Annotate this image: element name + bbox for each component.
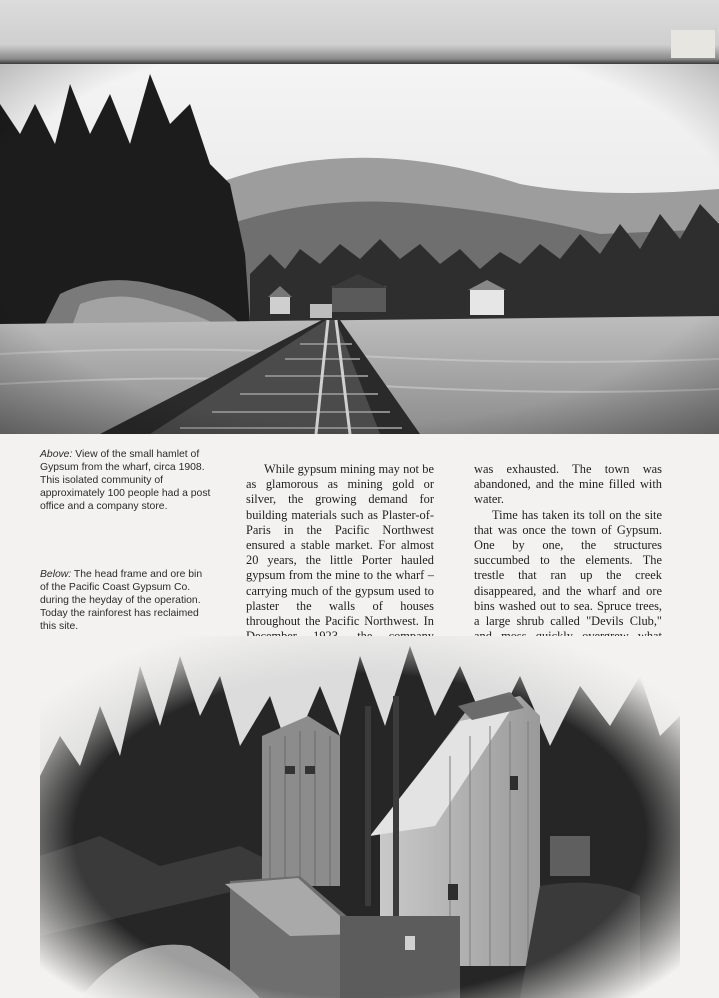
article-column-1	[246, 462, 434, 660]
caption-below-lead: Below:	[40, 569, 72, 580]
caption-above-text: View of the small hamlet of Gypsum from the wharf, circa 1908. This isolated community of approximately 100 people had a post office and a company store.	[40, 449, 211, 513]
caption-above	[40, 448, 212, 513]
page-tab	[671, 30, 715, 58]
article-paragraph: was exhausted. The town was abandoned, and the mine filled with water.	[474, 462, 662, 507]
photo-head-frame-ore-bin	[40, 636, 680, 998]
photo-gypsum-from-wharf	[0, 64, 719, 434]
caption-below-text: The head frame and ore bin of the Pacific Coast Gypsum Co. during the heyday of the operation. Today the rainforest has reclaimed this site.	[40, 569, 203, 633]
article-paragraph: While gypsum mining may not be as glamorous as mining gold or silver, the growing demand for building materials such as Plaster-of-Paris in the Pacific Northwest ensured a stable market. For almost 20 years, the little Porter hauled gypsum from the mine to the wharf – carrying much of the gypsum used to plaster the walls of houses throughout the Pacific Northwest. In	[246, 462, 434, 629]
article-paragraph: Time has taken its toll on the site that was once the town of Gypsum. One by one, the structures succumbed to the elements. The trestle that ran up the creek disappeared, and the wharf and ore bins washed out to sea. Spruce trees, a large shrub called "Devils Club,"	[474, 507, 662, 629]
caption-above-lead: Above:	[40, 449, 73, 460]
page-edge-shadow	[0, 0, 719, 64]
caption-below	[40, 568, 212, 633]
